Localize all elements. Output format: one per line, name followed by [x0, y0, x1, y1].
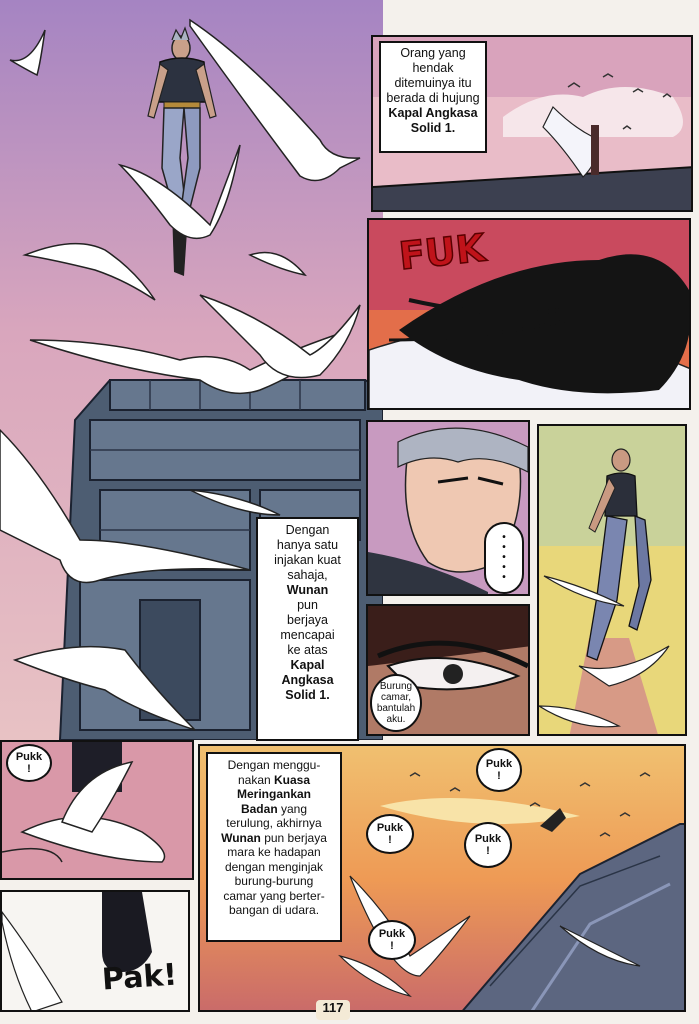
caption-ship-name: Kapal — [290, 658, 325, 672]
sfx-bubble-pukk — [476, 748, 522, 792]
caption-line: burung-burung — [234, 874, 314, 888]
caption-line: camar yang berter- — [223, 888, 325, 903]
bubble-text: Pukk ! — [485, 758, 513, 782]
speech-bubble-dots — [484, 522, 524, 594]
panel-pak — [0, 890, 190, 1012]
sfx-bubble-pukk — [6, 744, 52, 782]
panel-eye — [366, 604, 530, 736]
caption-line: Orang yang — [400, 46, 466, 60]
caption-ship-name: Kapal Angkasa — [388, 106, 478, 120]
sfx-pak: Pak! — [100, 957, 179, 998]
panel-gull-step — [0, 740, 194, 880]
caption-line: Dengan — [285, 523, 330, 537]
caption-line: bangan di udara. — [228, 903, 320, 917]
sfx-bubble-pukk — [366, 814, 414, 854]
page-number: 117 — [316, 1000, 350, 1020]
caption-landing — [256, 517, 359, 741]
sfx-fuk: FUK — [396, 225, 488, 279]
caption-power-name: Kuasa — [274, 772, 311, 787]
panel-hair — [367, 218, 691, 410]
bubble-text: Pukk ! — [378, 928, 406, 952]
panel-horizon — [371, 35, 693, 212]
sfx-bubble-pukk — [368, 920, 416, 960]
panel-face — [366, 420, 530, 596]
speech-bubble-gulls — [370, 674, 422, 732]
bubble-text: • • • • • — [502, 532, 506, 583]
caption-line-group — [212, 773, 336, 788]
pak-illustration — [2, 892, 190, 1012]
caption-line: pun — [297, 598, 318, 612]
caption-ship-name: Angkasa — [281, 673, 334, 687]
caption-line: dengan menginjak — [224, 859, 324, 874]
running-illustration — [539, 426, 687, 736]
caption-line: berada di hujung — [386, 91, 480, 105]
caption-line: nakan — [237, 772, 274, 787]
caption-ship-name: Solid 1. — [410, 121, 456, 135]
caption-line-group — [212, 831, 336, 846]
caption-hero-name: Wunan — [221, 830, 261, 845]
caption-line: sahaja, — [287, 568, 328, 582]
caption-hero-name: Wunan — [286, 583, 329, 597]
caption-gull-run — [206, 752, 342, 942]
caption-line: terulung, akhirnya — [226, 816, 322, 830]
caption-line: hendak — [412, 61, 454, 75]
caption-line: ditemuinya itu — [394, 76, 472, 90]
panel-sunset — [198, 744, 686, 1012]
caption-line: pun berjaya — [260, 830, 327, 845]
caption-line: berjaya — [287, 613, 328, 627]
caption-line: injakan kuat — [274, 553, 341, 567]
bubble-text: Pukk ! — [474, 833, 502, 857]
caption-line: ke atas — [287, 643, 328, 657]
caption-line: Dengan menggu- — [227, 758, 321, 772]
caption-ship-name: Solid 1. — [285, 688, 330, 702]
sfx-bubble-pukk — [464, 822, 512, 868]
caption-power-name: Meringankan — [236, 787, 311, 801]
caption-line: hanya satu — [276, 538, 339, 552]
caption-line: mencapai — [280, 628, 335, 642]
caption-line-group — [212, 802, 336, 817]
caption-line: mara ke hadapan — [227, 845, 321, 859]
caption-destination — [379, 41, 487, 153]
bubble-text: Pukk ! — [376, 822, 404, 846]
caption-line: yang — [277, 801, 308, 816]
bubble-text: Burung camar, bantulah aku. — [376, 681, 416, 725]
panel-running — [537, 424, 687, 736]
bubble-text: Pukk ! — [15, 751, 43, 775]
caption-power-name: Badan — [240, 801, 278, 816]
